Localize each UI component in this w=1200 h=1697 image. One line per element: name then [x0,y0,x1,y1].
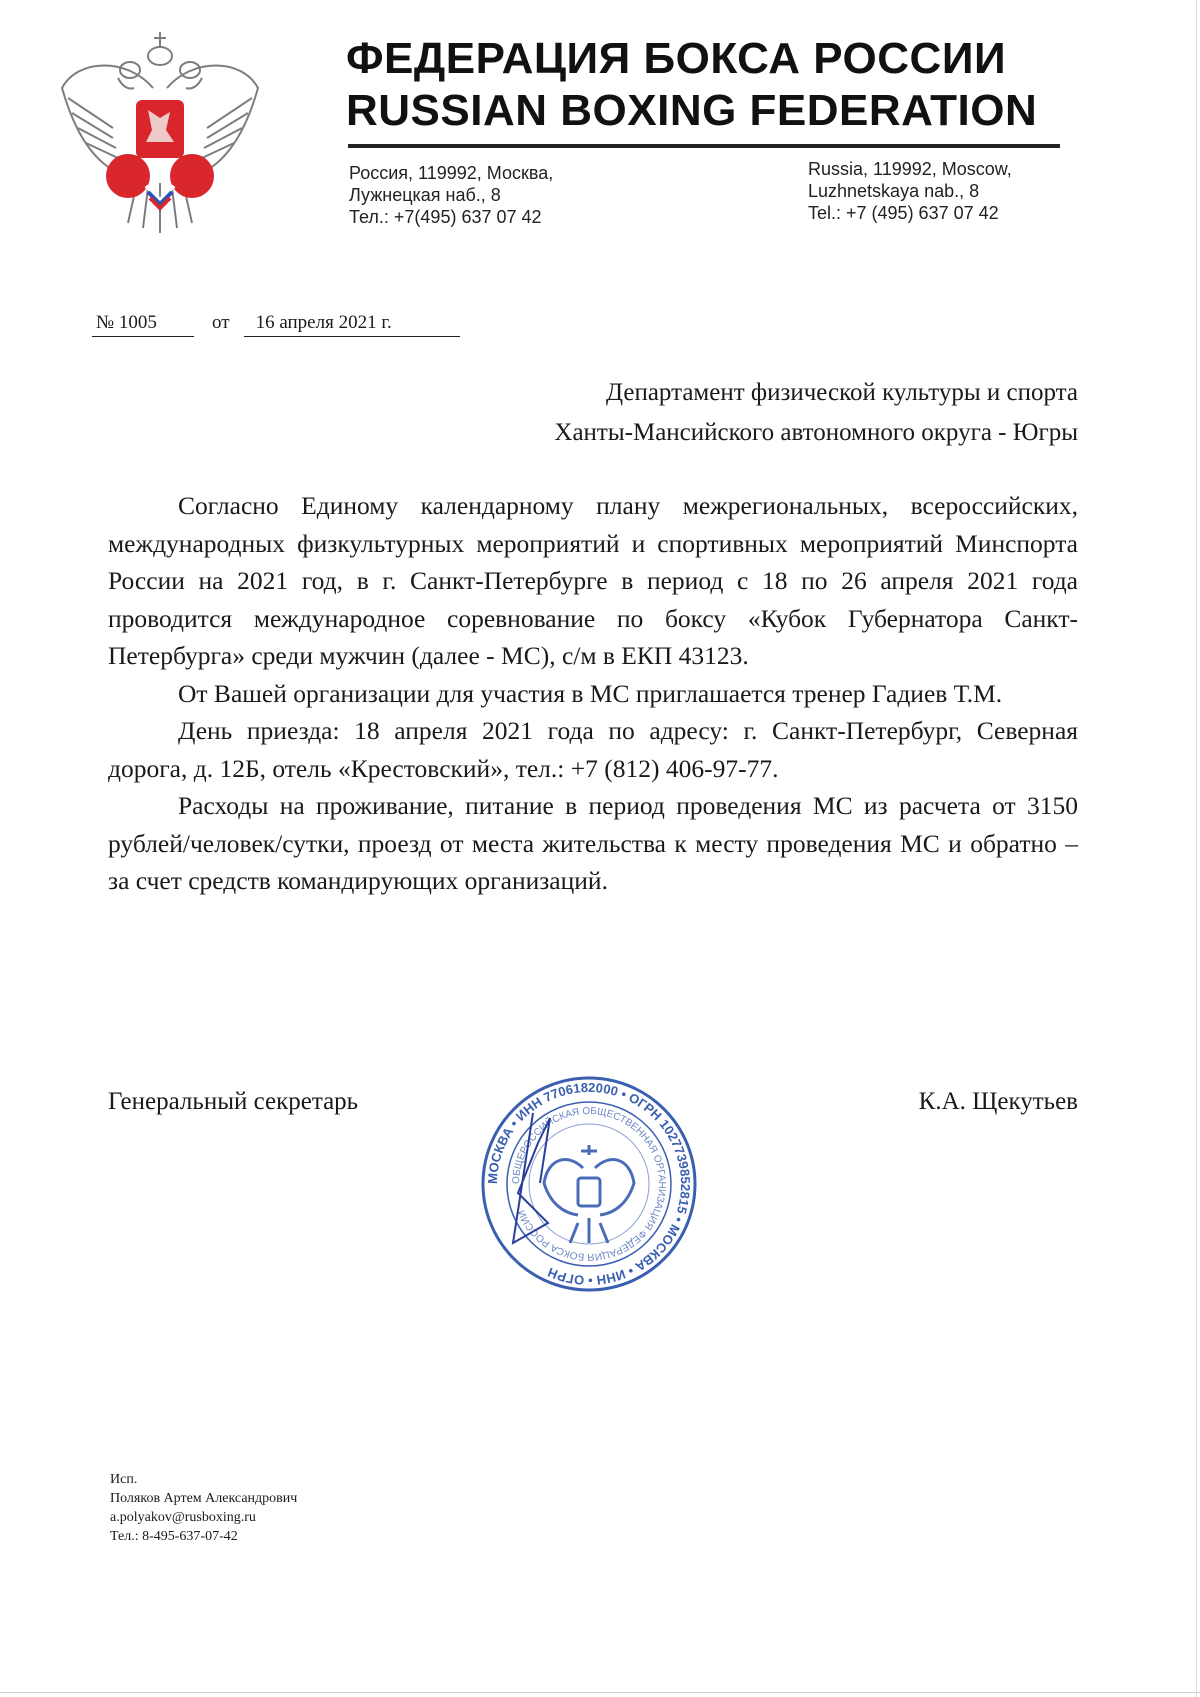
scan-edge-right [1196,0,1197,1697]
scan-edge-bottom [0,1692,1200,1693]
addressee [554,373,1078,453]
body-paragraph: Расходы на проживание, питание в период проведения МС из расчета от 3150 рублей/человек/сутки, проезд от места жительства к месту проведения МС и обратно – за счет средств командирующих организаций. [108,791,1078,895]
signatory-name: К.А. Щекутьев [918,1088,1078,1115]
address-ru-line: Тел.: +7(495) 637 07 42 [349,207,542,227]
letter-body [108,487,1078,900]
address-ru [349,162,553,228]
address-ru-line: Лужнецкая наб., 8 [349,185,501,205]
stamp-outer-text: МОСКВА • ИНН 7706182000 • ОГРН 1027739852815 • МОСКВА • ИНН • ОГРН [484,1079,694,1289]
executor-email[interactable]: a.polyakov@rusboxing.ru [110,1510,256,1525]
stamp-inner-text: ОБЩЕРОССИЙСКАЯ ОБЩЕСТВЕННАЯ ОРГАНИЗАЦИЯ ФЕДЕРАЦИЯ БОКСА РОССИИ [510,1105,668,1263]
addressee-line: Ханты-Мансийского автономного округа - Югры [554,419,1078,446]
address-ru-line: Россия, 119992, Москва, [349,163,554,183]
federation-name-ru: ФЕДЕРАЦИЯ БОКСА РОССИИ [346,34,1007,83]
federation-name-en: RUSSIAN BOXING FEDERATION [346,86,1038,135]
addressee-line: Департамент физической культуры и спорта [606,379,1078,406]
address-en [808,158,1012,224]
reference-from-label: от [212,312,230,333]
federation-emblem-logo [58,28,263,240]
reference-line [92,312,460,337]
body-paragraph: От Вашей организации для участия в МС приглашается тренер Гадиев Т.М. [178,678,1003,708]
reference-number: № 1005 [92,312,194,337]
letterhead-divider [348,144,1060,148]
contact-footer [110,1470,297,1546]
signatory-position: Генеральный секретарь [108,1088,359,1115]
body-paragraph: День приезда: 18 апреля 2021 года по адресу: г. Санкт-Петербург, Северная дорога, д. 12Б, отель «Крестовский», тел.: +7 (812) 406-97-77. [108,716,1078,783]
stamp-eagle-icon [544,1145,634,1243]
executor-label: Исп. [110,1472,138,1487]
address-en-line: Luzhnetskaya nab., 8 [808,181,980,201]
address-en-line: Tel.: +7 (495) 637 07 42 [808,203,999,223]
executor-name: Поляков Артем Александрович [110,1491,298,1506]
reference-date: 16 апреля 2021 г. [244,312,460,337]
official-stamp [478,1073,700,1295]
executor-phone: Тел.: 8-495-637-07-42 [110,1529,238,1544]
body-paragraph: Согласно Единому календарному плану межрегиональных, всероссийских, международных физкультурных мероприятий и спортивных мероприятий Минспорта России на 2021 год, в г. Санкт-Петербурге в период с 18 по 26 апреля 2021 года проводится международное соревнование по боксу «Кубок Губернатора Санкт-Петербурга» среди мужчин (далее - МС), с/м в ЕКП 43123. [108,491,1078,670]
address-en-line: Russia, 119992, Moscow, [808,159,1012,179]
